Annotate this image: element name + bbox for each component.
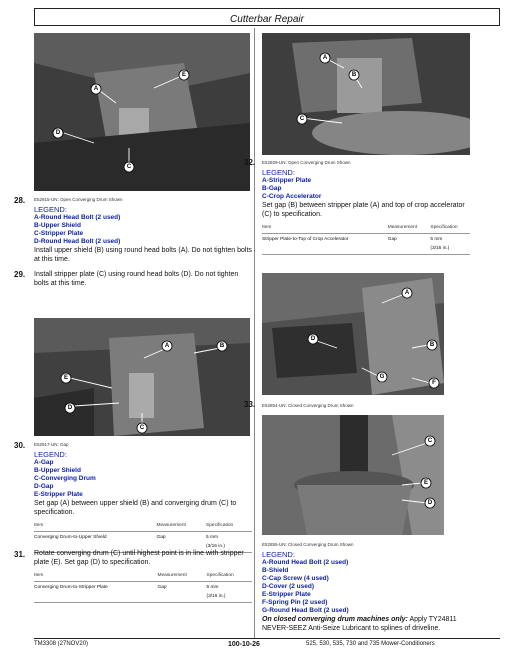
legend-item: E-Stripper Plate — [262, 591, 311, 598]
legend-item: C-Cap Screw (4 used) — [262, 575, 329, 582]
page-title: Cutterbar Repair — [230, 14, 304, 25]
photo-closed-converging-drum-1 — [262, 273, 444, 395]
footer-page-number: 100-10-26 — [228, 641, 260, 648]
legend-item: C-Stripper Plate — [34, 230, 84, 237]
spec-header-item: Item — [34, 570, 157, 582]
photo-1-illustration — [34, 33, 250, 191]
legend-item: B-Upper Shield — [34, 467, 81, 474]
spec-header-item: Item — [34, 520, 157, 532]
spec-cell: Stripper Plate-to-Top of Crop Accelerator — [262, 234, 388, 255]
callout-c-label: C — [139, 425, 145, 431]
photo-2-illustration — [34, 318, 250, 436]
step-28-number: 28. — [14, 196, 26, 205]
step-29-number: 29. — [14, 270, 26, 279]
spec-cell: Gap — [388, 234, 431, 255]
legend-item: C-Crop Accelerator — [262, 193, 322, 200]
step-text: Install upper shield (B) using round head bolts (A). Do not tighten bolts at this time. — [34, 247, 252, 263]
step-33-number: 33. — [244, 400, 256, 409]
spec-header-specification: Specification — [206, 520, 252, 532]
callout-a-label: A — [404, 290, 410, 296]
callout-d-label: D — [310, 336, 316, 342]
legend-item: A-Gap — [34, 459, 54, 466]
step-text: Set gap (A) between upper shield (B) and converging drum (C) to specification. — [34, 500, 237, 516]
spec-cell: Converging Drum-to-Upper Shield — [34, 532, 157, 553]
legend-item: E-Stripper Plate — [34, 491, 83, 498]
legend-heading: LEGEND: — [34, 205, 67, 214]
spec-cell: Gap — [157, 582, 206, 603]
callout-e-label: E — [181, 72, 187, 78]
step-28 — [34, 195, 252, 264]
step-31-number: 31. — [14, 550, 26, 559]
spec-header-measurement: Measurement — [157, 520, 207, 532]
spec-header-specification: Specification — [430, 222, 470, 234]
page-header — [34, 8, 500, 26]
callout-a-label: A — [322, 55, 328, 61]
spec-value: 5 mm — [206, 535, 219, 540]
spec-table — [262, 222, 470, 255]
legend-item: A-Round Head Bolt (2 used) — [262, 559, 349, 566]
legend-item: D-Gap — [34, 483, 54, 490]
callout-b-label: B — [351, 72, 357, 78]
note-emphasis: On closed converging drum machines only: — [262, 616, 408, 623]
footer-rule — [34, 638, 500, 639]
spec-value-imperial: (3/16 in.) — [206, 544, 225, 549]
callout-a-label: A — [164, 343, 170, 349]
step-text: Rotate converging drum (C) until highest point is in line with stripper plate (E). Set gap (D) to specification. — [34, 550, 244, 566]
photo-open-converging-drum-shield — [34, 33, 250, 191]
photo-closed-converging-drum-2 — [262, 415, 444, 535]
legend-item: B-Gap — [262, 185, 282, 192]
legend-heading: LEGEND: — [262, 168, 295, 177]
callout-e-label: E — [423, 480, 429, 486]
callout-a-label: A — [93, 86, 99, 92]
step-31 — [34, 549, 252, 603]
footer-left: TM3308 (27NOV20) — [34, 641, 89, 647]
photo-3-illustration — [262, 33, 470, 155]
step-29 — [34, 270, 252, 288]
legend-item: B-Upper Shield — [34, 222, 81, 229]
spec-header-measurement: Measurement — [388, 222, 431, 234]
step-32 — [262, 158, 470, 255]
legend-item: B-Shield — [262, 567, 289, 574]
legend-item: G-Round Head Bolt (2 used) — [262, 607, 349, 614]
legend-item: A-Round Head Bolt (2 used) — [34, 214, 121, 221]
photo-4-illustration — [262, 273, 444, 395]
callout-d-label: D — [427, 500, 433, 506]
column-divider — [254, 28, 255, 638]
legend-item: D-Round Head Bolt (2 used) — [34, 238, 121, 245]
spec-value-imperial: (3/16 in.) — [430, 246, 450, 251]
spec-header-measurement: Measurement — [157, 570, 206, 582]
legend-heading: LEGEND: — [262, 550, 295, 559]
callout-c-label: C — [427, 438, 433, 444]
step-32-number: 32. — [244, 158, 256, 167]
step-30 — [34, 440, 252, 553]
callout-g-label: G — [379, 374, 385, 380]
photo-open-converging-drum-stripper — [262, 33, 470, 155]
footer-right: 525, 530, 535, 730 and 735 Mower-Conditioners — [306, 641, 435, 647]
spec-table — [34, 570, 252, 603]
step-note — [262, 615, 470, 633]
spec-cell: Converging Drum-to-Stripper Plate — [34, 582, 157, 603]
figure-caption: E52929-UN: Open Converging Drum Shown — [262, 160, 351, 165]
spec-cell: Gap — [157, 532, 207, 553]
legend-item: A-Stripper Plate — [262, 177, 312, 184]
callout-b-label: B — [219, 343, 225, 349]
spec-value-imperial: (3/16 in.) — [206, 594, 226, 599]
spec-header-specification: Specification — [207, 570, 252, 582]
legend-item: F-Spring Pin (2 used) — [262, 599, 328, 606]
figure-caption: E52917-UN: Gap — [34, 442, 69, 447]
figure-caption: E52855-UN: Closed Converging Drum Shown — [262, 542, 354, 547]
callout-c-label: C — [126, 164, 132, 170]
callout-b-label: B — [429, 342, 435, 348]
legend-item: D-Cover (2 used) — [262, 583, 315, 590]
callout-d-label: D — [55, 130, 61, 136]
spec-cell — [430, 234, 470, 255]
callout-c-label: C — [299, 116, 305, 122]
legend-heading: LEGEND: — [34, 450, 67, 459]
step-33 — [262, 540, 470, 633]
figure-caption: E52915-UN: Open Converging Drum Shown — [34, 197, 123, 202]
callout-d-label: D — [67, 405, 73, 411]
spec-cell — [207, 582, 252, 603]
step-33-caption-1 — [262, 401, 470, 411]
step-text: Install stripper plate (C) using round head bolts (D). Do not tighten bolts at this time. — [34, 271, 239, 287]
legend-item: C-Converging Drum — [34, 475, 96, 482]
step-text: Set gap (B) between stripper plate (A) and top of crop accelerator (C) to specification. — [262, 202, 465, 218]
callout-e-label: E — [63, 375, 69, 381]
figure-caption: E52854-UN: Closed Converging Drum Shown — [262, 403, 354, 408]
step-30-number: 30. — [14, 441, 26, 450]
photo-5-illustration — [262, 415, 444, 535]
spec-value: 5 mm — [206, 585, 219, 590]
photo-gap — [34, 318, 250, 436]
note-text: Apply TY24811 NEVER-SEEZ Anti-Seize Lubricant to splines of driveline. — [262, 616, 457, 632]
spec-value: 5 mm — [430, 237, 443, 242]
callout-f-label: F — [432, 380, 436, 386]
spec-header-item: Item — [262, 222, 388, 234]
